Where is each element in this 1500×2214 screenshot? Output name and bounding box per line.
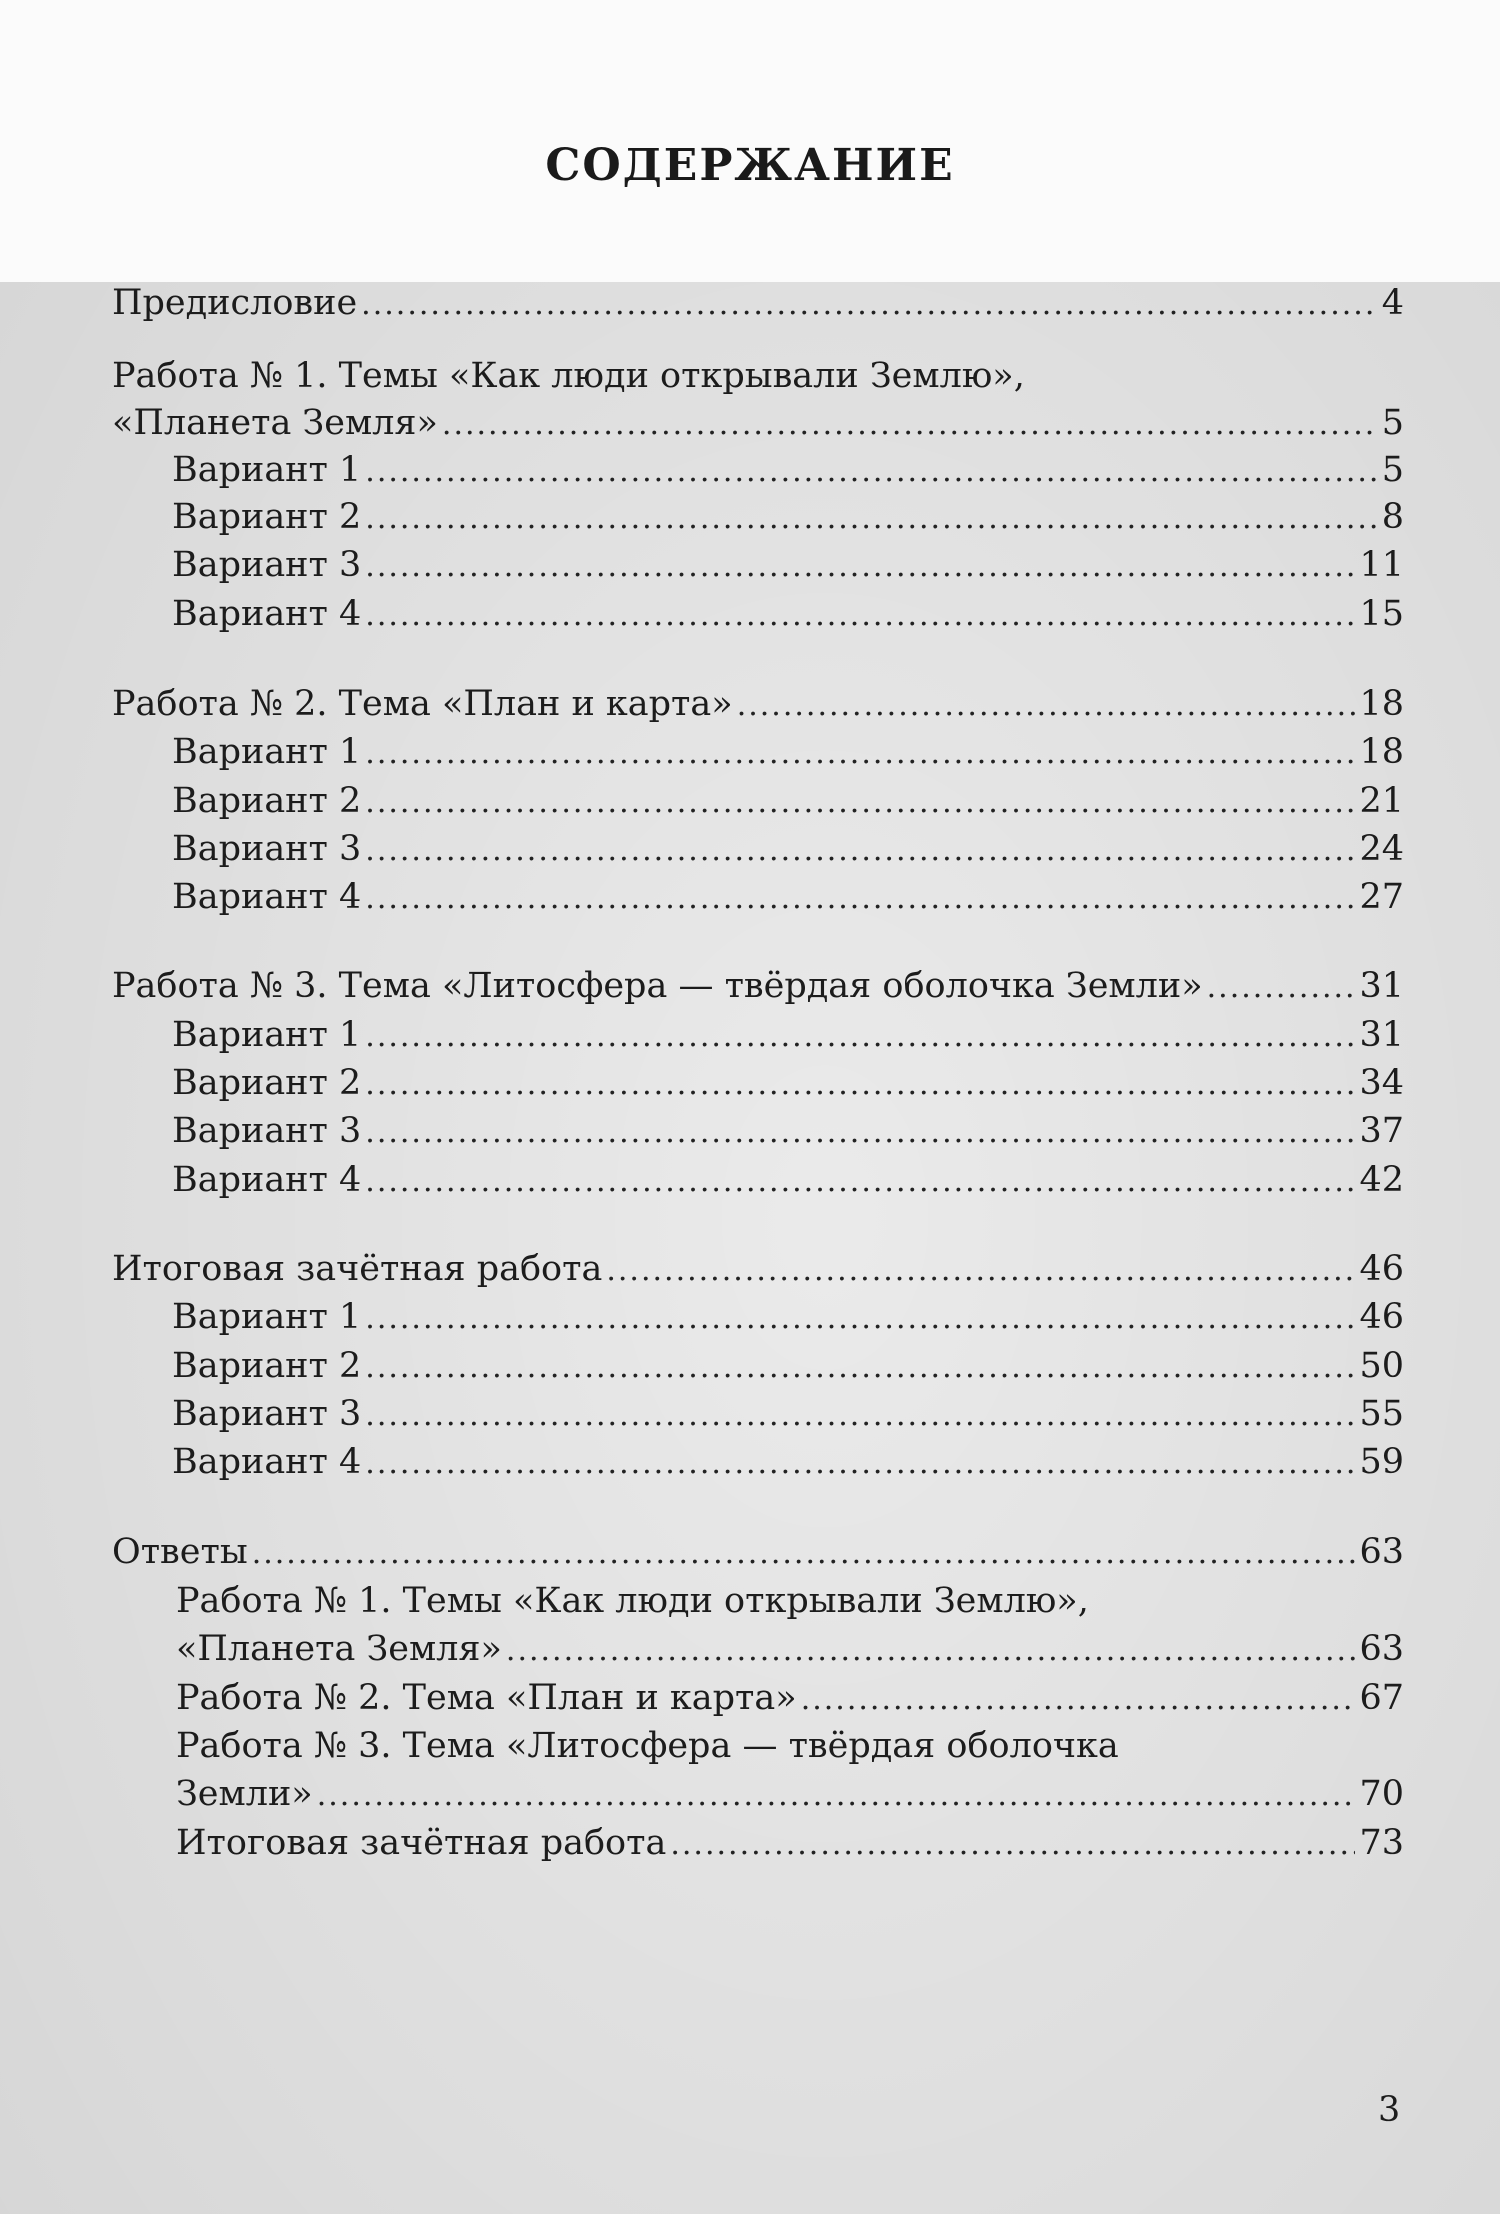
leader-dots (361, 281, 1378, 329)
toc-page-number: 5 (1381, 450, 1404, 490)
toc-variant (172, 541, 1404, 589)
toc-entry-label: Вариант 1 (172, 1297, 362, 1337)
toc-answer-work2 (176, 1674, 1404, 1722)
leader-dots (252, 1530, 1356, 1578)
toc-page-number: 31 (1359, 966, 1404, 1006)
leader-dots (365, 1440, 1355, 1488)
toc-entry-label: Вариант 2 (172, 497, 362, 537)
leader-dots (670, 1821, 1355, 1869)
toc-entry-label: Вариант 4 (172, 877, 362, 917)
toc-entry-label: Вариант 4 (172, 594, 362, 634)
toc-variant (172, 1293, 1404, 1341)
leader-dots (365, 1061, 1355, 1109)
toc-entry-label: Вариант 3 (172, 1394, 362, 1434)
toc-entry-label: Вариант 4 (172, 1160, 362, 1200)
leader-dots (442, 401, 1378, 449)
toc-entry-label: Вариант 2 (172, 1063, 362, 1103)
toc-page-number: 73 (1359, 1823, 1404, 1863)
leader-dots (737, 682, 1356, 730)
leader-dots (365, 1344, 1355, 1392)
toc-page-number: 63 (1359, 1532, 1404, 1572)
toc-entry-label: Итоговая зачётная работа (176, 1823, 667, 1863)
toc-entry-label: Земли» (176, 1774, 313, 1814)
toc-page-number: 67 (1359, 1678, 1404, 1718)
toc-entry-label: «Планета Земля» (112, 403, 438, 443)
toc-variant (172, 1438, 1404, 1486)
toc-section-final (112, 1245, 1404, 1293)
toc-page-number: 63 (1359, 1629, 1404, 1669)
toc-page-number: 24 (1359, 829, 1404, 869)
toc-section-work3 (112, 962, 1404, 1010)
toc-page-number: 5 (1381, 403, 1404, 443)
toc-answer-work3 (176, 1770, 1404, 1818)
toc-page-number: 21 (1359, 781, 1404, 821)
leader-dots (506, 1627, 1356, 1675)
toc-variant (172, 1059, 1404, 1107)
toc-variant (172, 1011, 1404, 1059)
toc-variant (172, 1342, 1404, 1390)
leader-dots (801, 1676, 1356, 1724)
toc-page-number: 15 (1359, 594, 1404, 634)
toc-entry-label: Вариант 2 (172, 1346, 362, 1386)
page-title: СОДЕРЖАНИЕ (545, 140, 955, 191)
toc-variant (172, 590, 1404, 638)
leader-dots (606, 1247, 1355, 1295)
leader-dots (365, 1158, 1355, 1206)
toc-entry-label: Вариант 3 (172, 829, 362, 869)
leader-dots (365, 1392, 1355, 1440)
page-number: 3 (1378, 2090, 1401, 2130)
leader-dots (365, 448, 1377, 496)
toc-page-number: 31 (1359, 1015, 1404, 1055)
toc-entry-label: Работа № 2. Тема «План и карта» (176, 1678, 797, 1718)
toc-entry-label: Вариант 1 (172, 1015, 362, 1055)
toc-answer-work3-line1: Работа № 3. Тема «Литосфера — твёрдая оболочка (176, 1726, 1119, 1766)
toc-page-number: 55 (1359, 1394, 1404, 1434)
toc-page-number: 27 (1359, 877, 1404, 917)
toc-answer-work1-line1: Работа № 1. Темы «Как люди открывали Землю», (176, 1581, 1089, 1621)
toc-page-number: 18 (1359, 732, 1404, 772)
toc-answer-work1 (176, 1625, 1404, 1673)
toc-variant (172, 728, 1404, 776)
leader-dots (365, 875, 1355, 923)
toc-entry-label: Работа № 2. Тема «План и карта» (112, 684, 733, 724)
toc-page-number: 46 (1359, 1297, 1404, 1337)
toc-variant (172, 1156, 1404, 1204)
toc-entry-label: Итоговая зачётная работа (112, 1249, 603, 1289)
toc-page-number: 11 (1359, 545, 1404, 585)
leader-dots (365, 779, 1355, 827)
toc-entry-preface (112, 279, 1404, 327)
toc-entry-label: Вариант 4 (172, 1442, 362, 1482)
toc-page-number: 50 (1359, 1346, 1404, 1386)
leader-dots (365, 592, 1355, 640)
toc-page-number: 4 (1381, 283, 1404, 323)
toc-entry-label: Вариант 2 (172, 781, 362, 821)
toc-page-number: 59 (1359, 1442, 1404, 1482)
toc-page-number: 42 (1359, 1160, 1404, 1200)
toc-section-answers (112, 1528, 1404, 1576)
toc-page-number: 8 (1381, 497, 1404, 537)
leader-dots (317, 1772, 1356, 1820)
leader-dots (365, 495, 1377, 543)
toc-entry-label: «Планета Земля» (176, 1629, 502, 1669)
leader-dots (365, 730, 1355, 778)
toc-variant (172, 873, 1404, 921)
toc-page-number: 37 (1359, 1111, 1404, 1151)
toc-section-work1 (112, 399, 1404, 447)
toc-variant (172, 1107, 1404, 1155)
leader-dots (365, 1295, 1355, 1343)
toc-variant (172, 825, 1404, 873)
toc-page-number: 18 (1359, 684, 1404, 724)
toc-entry-label: Ответы (112, 1532, 248, 1572)
toc-variant (172, 777, 1404, 825)
toc-page-number: 34 (1359, 1063, 1404, 1103)
toc-answer-final (176, 1819, 1404, 1867)
leader-dots (1207, 964, 1356, 1012)
toc-entry-label: Вариант 3 (172, 545, 362, 585)
toc-entry-label: Вариант 3 (172, 1111, 362, 1151)
leader-dots (365, 1013, 1355, 1061)
toc-variant (172, 493, 1404, 541)
toc-section-work2 (112, 680, 1404, 728)
leader-dots (365, 543, 1355, 591)
toc-entry-label: Вариант 1 (172, 732, 362, 772)
toc-entry-label: Работа № 3. Тема «Литосфера — твёрдая оболочка Земли» (112, 966, 1203, 1006)
toc-entry-label: Предисловие (112, 283, 358, 323)
toc-variant (172, 1390, 1404, 1438)
toc-page-number: 70 (1359, 1774, 1404, 1814)
toc-section-work1-title-line1: Работа № 1. Темы «Как люди открывали Землю», (112, 356, 1025, 396)
toc-variant (172, 446, 1404, 494)
leader-dots (365, 1109, 1355, 1157)
toc-entry-label: Вариант 1 (172, 450, 362, 490)
leader-dots (365, 827, 1355, 875)
toc-page-number: 46 (1359, 1249, 1404, 1289)
